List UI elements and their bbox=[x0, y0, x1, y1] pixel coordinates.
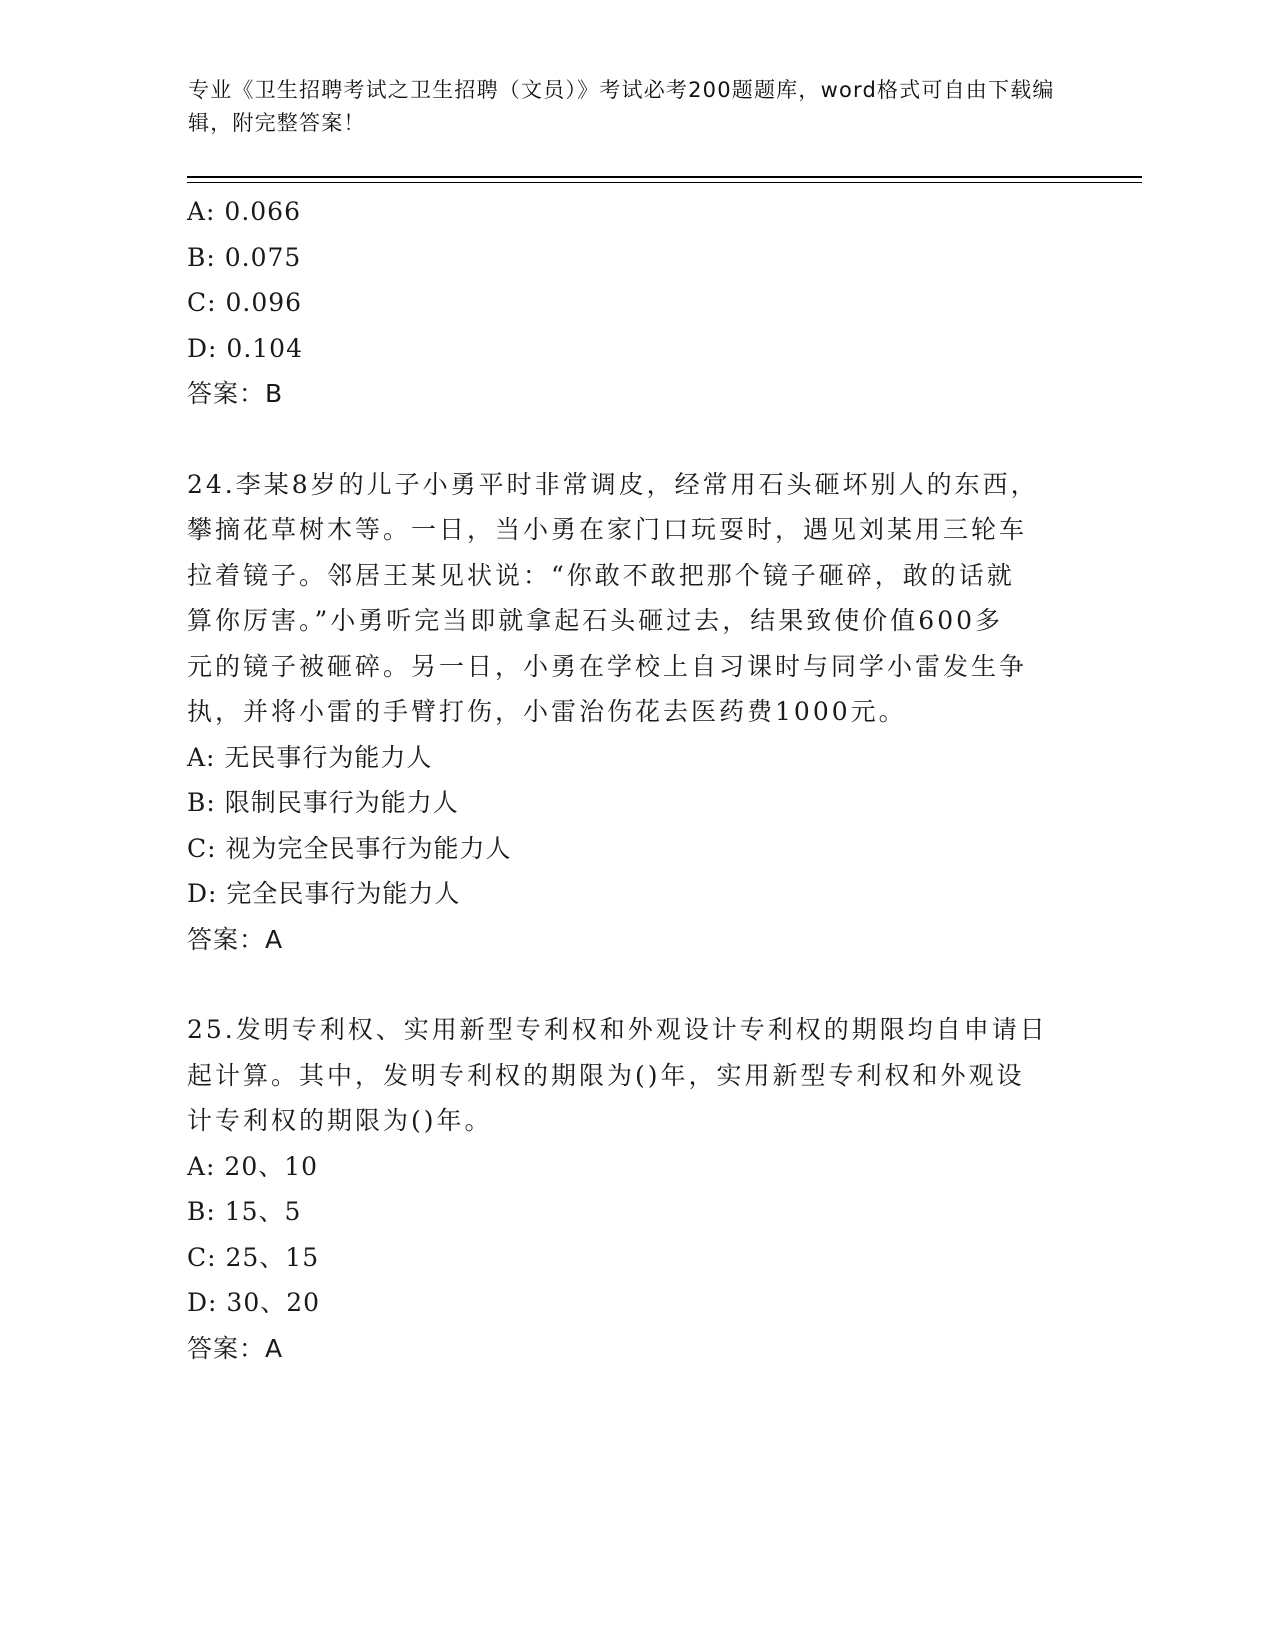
answer-line: 答案：B bbox=[187, 379, 284, 408]
question-25-stem-line: 起计算。其中，发明专利权的期限为()年，实用新型专利权和外观设 bbox=[187, 1060, 1025, 1090]
question-25-stem-line: 计专利权的期限为()年。 bbox=[187, 1106, 493, 1135]
spacer bbox=[187, 417, 1077, 462]
question-24-block bbox=[187, 462, 1077, 963]
header-rule-thin bbox=[187, 182, 1142, 183]
option-d: D: 完全民事行为能力人 bbox=[187, 879, 461, 908]
option-c: C: 25、15 bbox=[187, 1242, 320, 1272]
question-24-stem-line: 24.李某8岁的儿子小勇平时非常调皮，经常用石头砸坏别人的东西， bbox=[187, 469, 1039, 499]
question-content bbox=[187, 189, 1077, 1371]
question-25-block bbox=[187, 1007, 1077, 1371]
spacer bbox=[187, 962, 1077, 1007]
prev-question-block bbox=[187, 189, 1077, 417]
option-b: B: 0.075 bbox=[187, 242, 302, 272]
question-24-stem-line: 攀摘花草树木等。一日，当小勇在家门口玩耍时，遇见刘某用三轮车 bbox=[187, 515, 1028, 544]
header-rule-thick bbox=[187, 176, 1142, 178]
option-a: A: 无民事行为能力人 bbox=[187, 742, 433, 772]
option-b: B: 15、5 bbox=[187, 1197, 302, 1226]
option-d: D: 30、20 bbox=[187, 1288, 321, 1317]
option-d: D: 0.104 bbox=[187, 333, 303, 363]
answer-line: 答案：A bbox=[187, 1333, 284, 1363]
option-c: C: 视为完全民事行为能力人 bbox=[187, 833, 512, 863]
question-24-stem-line: 算你厉害。”小勇听完当即就拿起石头砸过去，结果致使价值600多 bbox=[187, 606, 1004, 635]
option-a: A: 20、10 bbox=[187, 1151, 319, 1181]
answer-line: 答案：A bbox=[187, 924, 284, 954]
option-a: A: 0.066 bbox=[187, 197, 301, 226]
option-c: C: 0.096 bbox=[187, 288, 303, 317]
option-b: B: 限制民事行为能力人 bbox=[187, 788, 459, 817]
question-25-stem-line: 25.发明专利权、实用新型专利权和外观设计专利权的期限均自申请日 bbox=[187, 1015, 1048, 1044]
page-header: 专业《卫生招聘考试之卫生招聘（文员）》考试必考200题题库，word格式可自由下载编辑，附完整答案！ bbox=[188, 78, 1055, 135]
question-24-stem-line: 执，并将小雷的手臂打伤，小雷治伤花去医药费1000元。 bbox=[187, 697, 907, 726]
question-24-stem-line: 元的镜子被砸碎。另一日，小勇在学校上自习课时与同学小雷发生争 bbox=[187, 651, 1028, 681]
question-24-stem-line: 拉着镜子。邻居王某见状说：“你敢不敢把那个镜子砸碎，敢的话就 bbox=[187, 560, 1015, 590]
